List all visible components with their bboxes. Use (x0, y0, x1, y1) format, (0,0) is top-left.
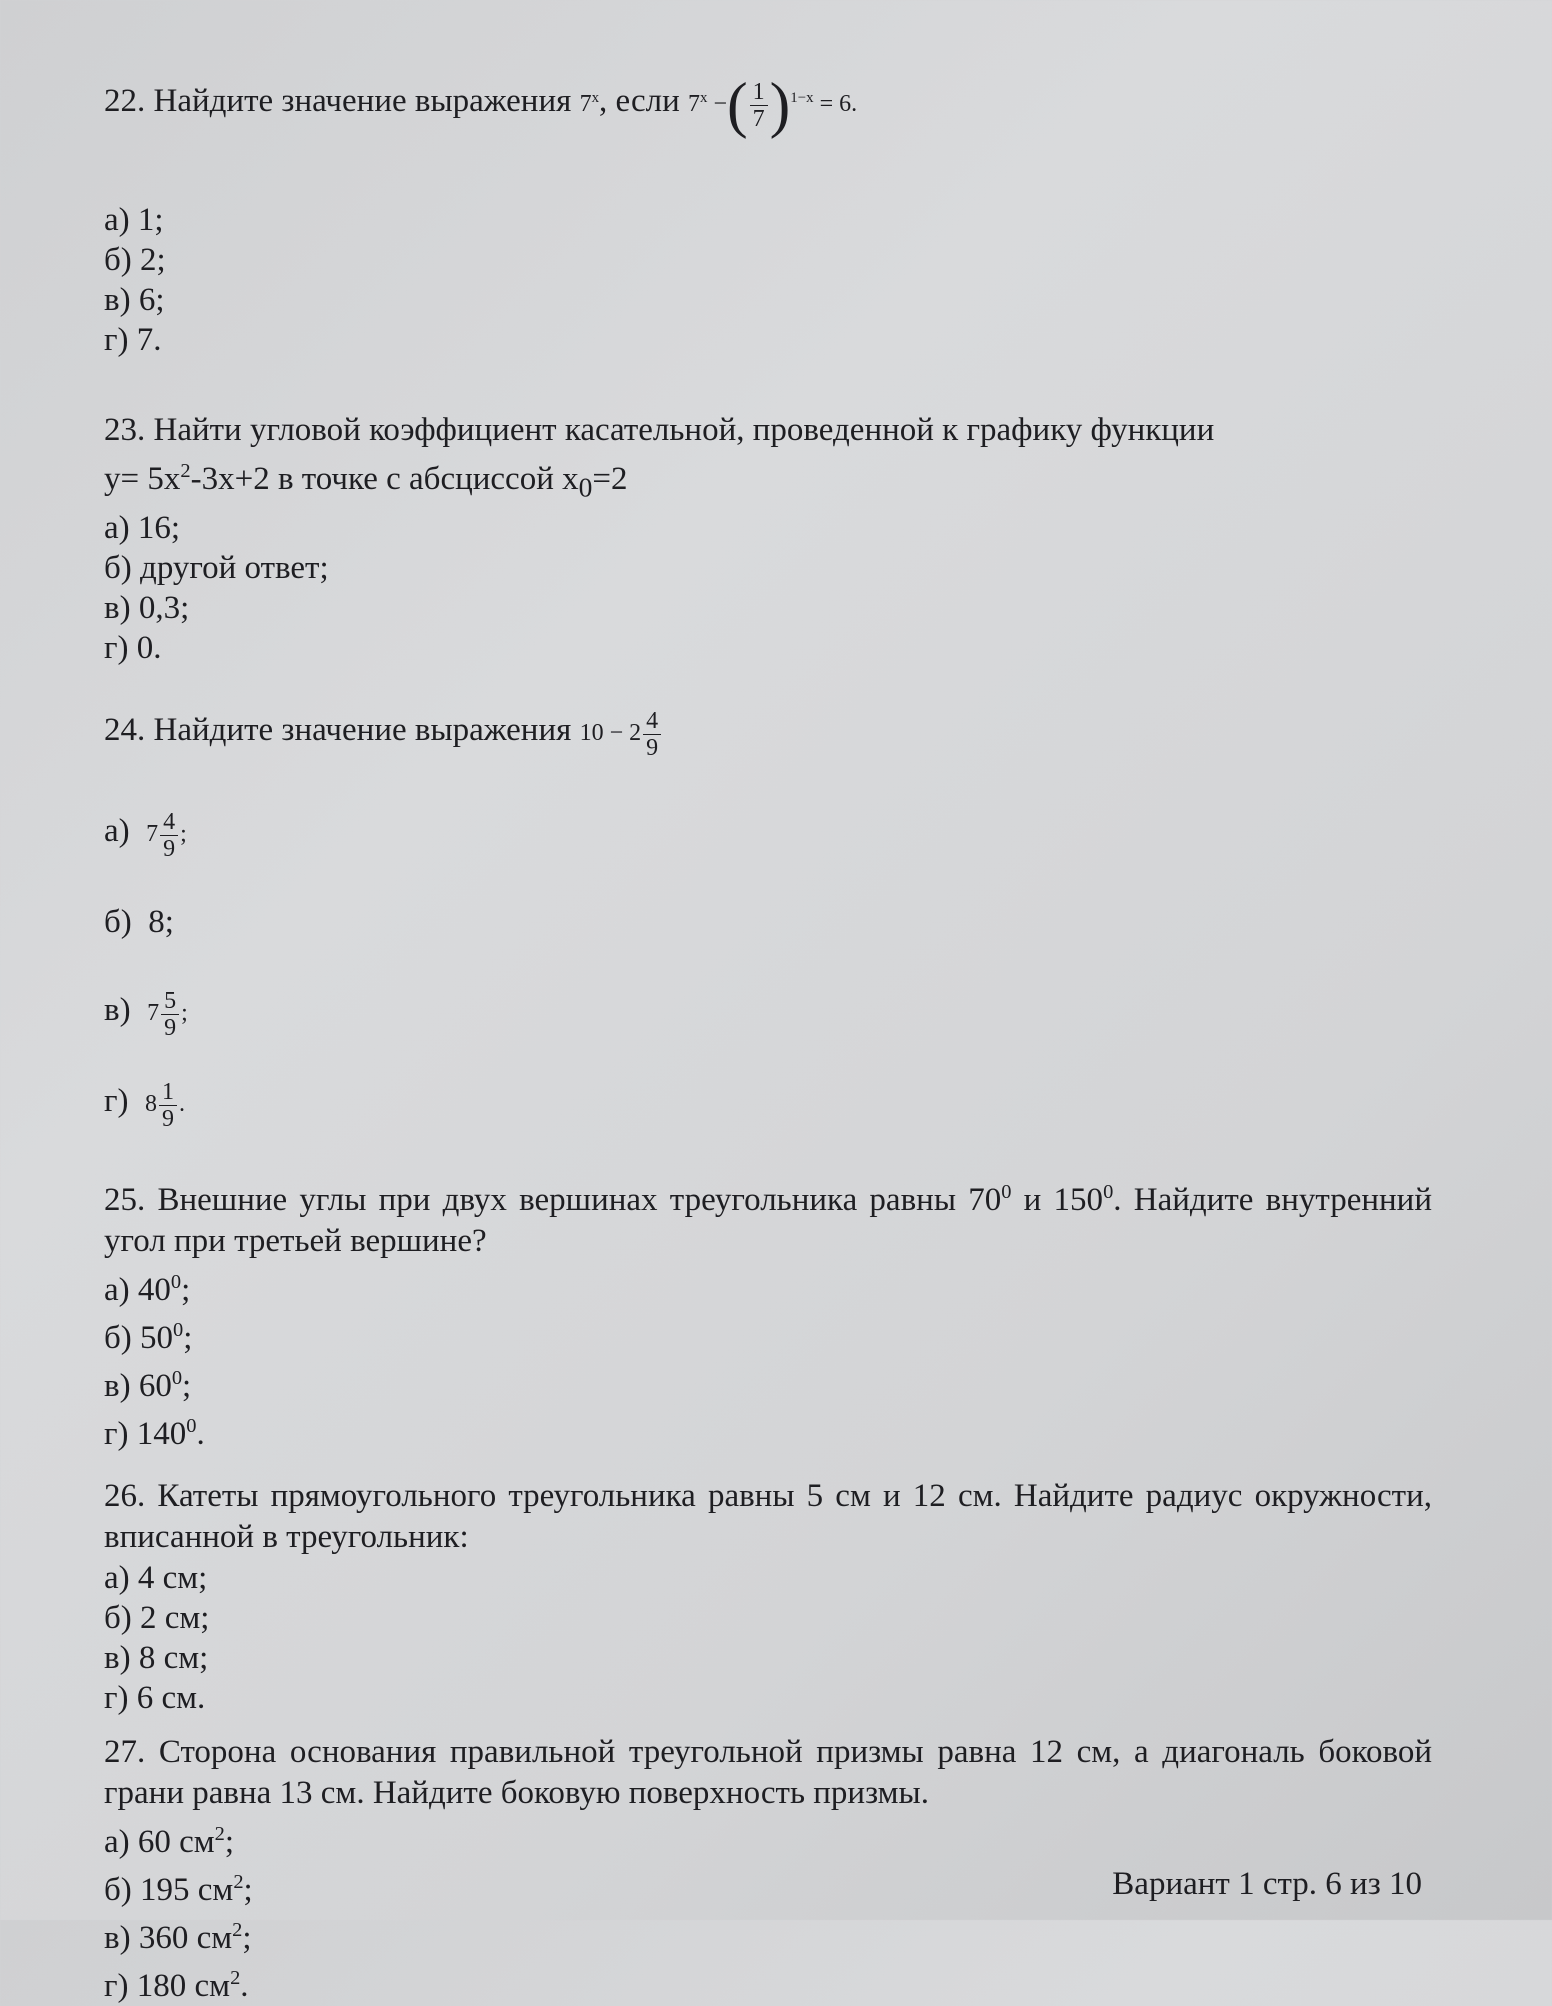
equation-condition: 7$^x$ −( $\frac{1}{7}$ )$^{1-x}$ = 6. (688, 71, 858, 140)
answer-option: б) 2; (104, 241, 166, 278)
answer-option: в) 6; (104, 281, 165, 318)
answer-options (104, 787, 1432, 1148)
answer-option: б) 195 $см^2$; (104, 1870, 253, 1908)
question-22-lead: 22. Найдите значение выражения (104, 83, 572, 119)
expression-mixed-fraction: 10 − 2 $\frac{4}{9}$ (580, 720, 664, 746)
question-22-text (104, 71, 1432, 140)
answer-option: г) 7. (104, 321, 162, 358)
fraction-one-seventh: $\frac{1}{7}$ (750, 79, 768, 132)
answer-option: в) 7 $\frac{5}{9}$ ; (104, 987, 188, 1041)
answer-option: г) 0. (104, 629, 162, 666)
answer-option: б) другой ответ; (104, 549, 329, 586)
answer-option: в) $60^0$; (104, 1366, 192, 1404)
answer-option: г) 6 см. (104, 1679, 206, 1716)
question-25 (104, 1172, 1432, 1454)
question-26-text: 26. Катеты прямоугольного треугольника равны 5 см и 12 см. Найдите радиус окружности, вписанной в треугольник: (104, 1477, 1432, 1555)
answer-option: а) 16; (104, 509, 181, 546)
answer-options (104, 508, 1432, 668)
question-23 (104, 410, 1432, 668)
question-23-text: 23. Найти угловой коэффициент касательной, проведенной к графику функции $y= 5x^2-3x+2$ в точке с абсциссой $x_0=2$ (104, 411, 1215, 503)
answer-option: а) 60 $см^2$; (104, 1822, 235, 1860)
question-25-text: 25. Внешние углы при двух вершинах треугольника равны $70^0$ и $150^0$. Найдите внутренний угол при третьей вершине? (104, 1180, 1432, 1259)
answer-options (104, 200, 1432, 360)
expression-7-pow-x: 7$^x$ (579, 90, 599, 117)
question-24 (104, 708, 1432, 1148)
answer-option: б) 2 см; (104, 1599, 210, 1636)
answer-options (104, 1814, 1432, 2006)
if-word: , если (599, 83, 680, 119)
answer-option: б) $50^0$; (104, 1318, 193, 1356)
answer-option: а) 4 см; (104, 1559, 208, 1596)
answer-options (104, 1262, 1432, 1454)
answer-option: г) $140^0$. (104, 1414, 205, 1452)
answer-options (104, 1558, 1432, 1718)
answer-option: г) 8 $\frac{1}{9}$ . (104, 1078, 186, 1132)
answer-option: а) 7 $\frac{4}{9}$ ; (104, 808, 187, 862)
page-footer: Вариант 1 стр. 6 из 10 (1112, 1866, 1422, 1902)
answer-option: а) $40^0$; (104, 1270, 191, 1308)
question-24-text: 24. Найдите значение выражения 10 − 2 $\frac{4}{9}$ (104, 708, 1432, 761)
question-22 (104, 71, 1432, 360)
answer-option: б) 8; (104, 903, 174, 940)
answer-option: в) 360 $см^2$; (104, 1918, 252, 1956)
question-26 (104, 1476, 1432, 1718)
answer-option: в) 0,3; (104, 589, 190, 626)
question-27-text: 27. Сторона основания правильной треугольной призмы равна 12 см, а диагональ боковой грани равна 13 см. Найдите боковую поверхность призмы. (104, 1733, 1432, 1811)
answer-option: а) 1; (104, 201, 164, 238)
answer-option: в) 8 см; (104, 1639, 209, 1676)
answer-option: г) 180 $см^2$. (104, 1966, 249, 2004)
